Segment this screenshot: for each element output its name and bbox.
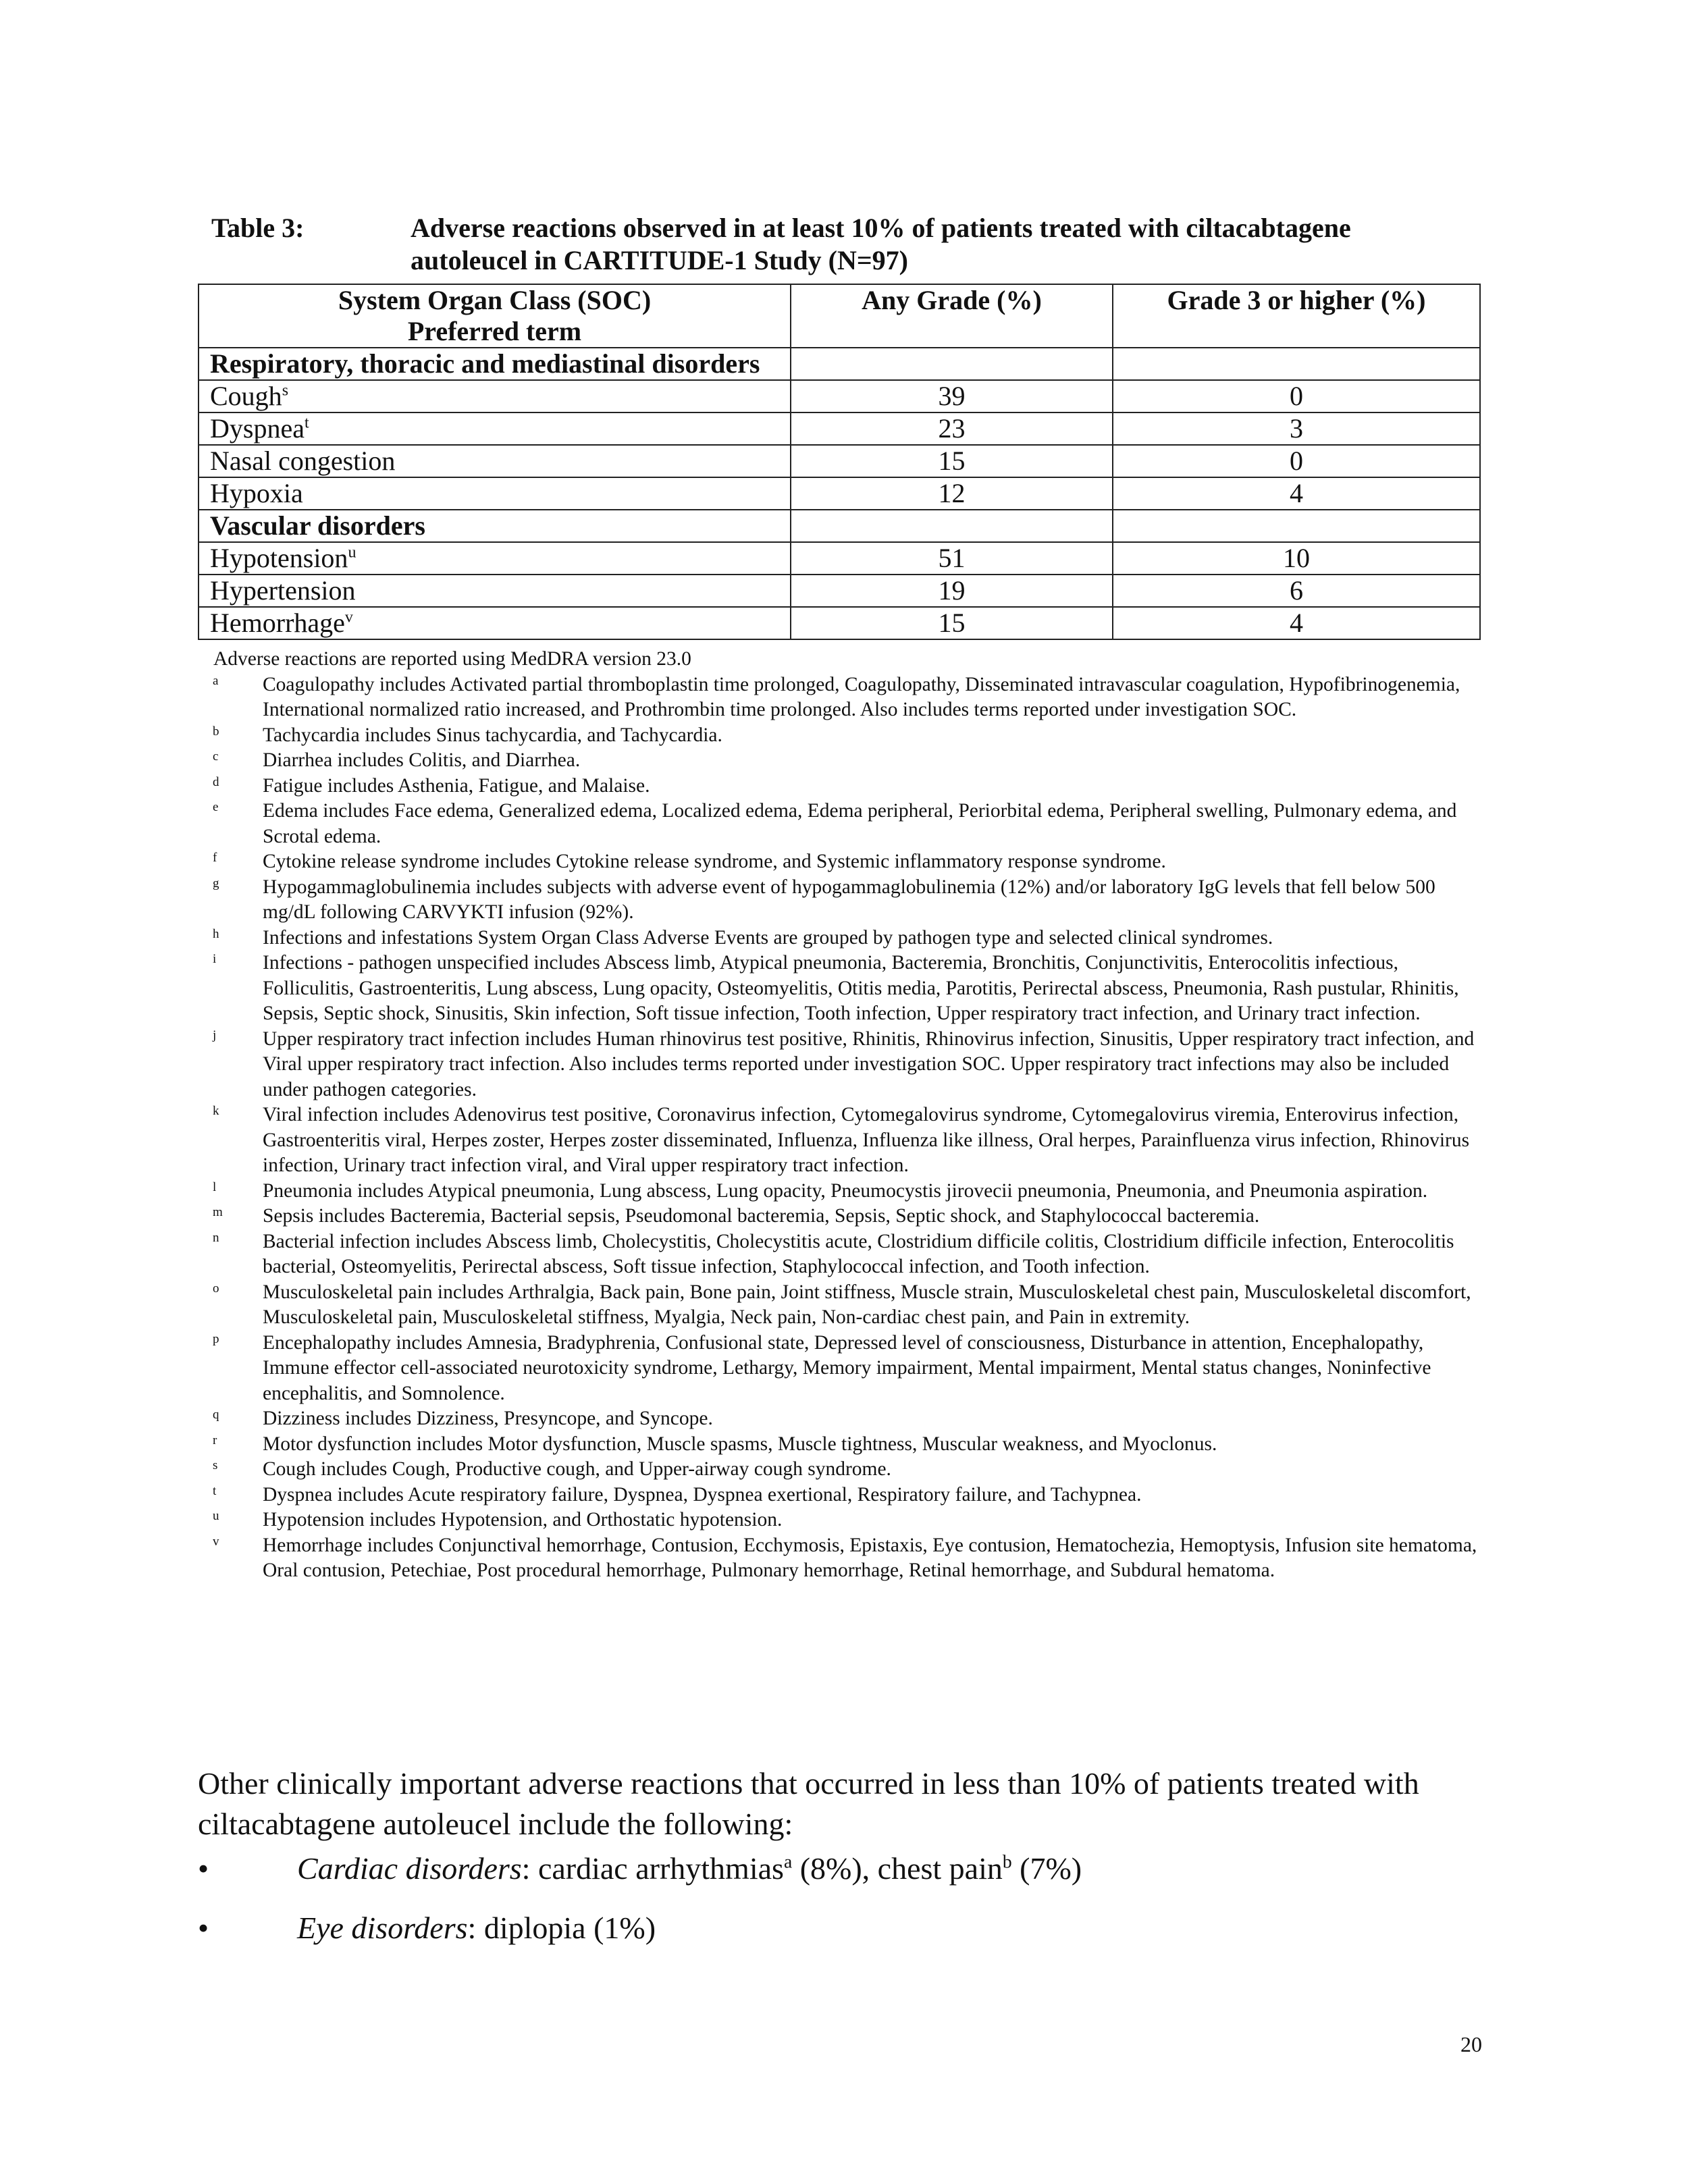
footnote-mark: b xyxy=(213,724,219,739)
footnote xyxy=(211,1331,1481,1407)
adverse-reactions-table xyxy=(198,284,1481,640)
footnote xyxy=(211,799,1481,849)
page-number: 20 xyxy=(1460,2032,1482,2056)
footnote-mark: m xyxy=(213,1205,223,1219)
footnote xyxy=(211,1432,1481,1458)
footnote-mark: o xyxy=(213,1281,219,1296)
footnote-text: Musculoskeletal pain includes Arthralgia, Back pain, Bone pain, Joint stiffness, Muscle strain, Musculoskeletal chest pain, Musculoskeletal discomfort, Musculoskeletal pain, Musculoskeletal stiffness, Myalgia, Neck pain, Non-cardiac chest pain, and Pain in extremity. xyxy=(263,1281,1471,1328)
term-footnote-mark: v xyxy=(344,608,353,627)
footnote-list xyxy=(211,672,1481,1584)
section-title: Respiratory, thoracic and mediastinal disorders xyxy=(199,348,791,380)
grade3-cell: 10 xyxy=(1113,542,1480,575)
term-cell xyxy=(199,542,791,575)
term-cell xyxy=(199,575,791,607)
table-row xyxy=(199,477,1480,510)
footnote-text: Dizziness includes Dizziness, Presyncope, and Syncope. xyxy=(263,1408,713,1429)
footnote-text: Pneumonia includes Atypical pneumonia, Lung abscess, Lung opacity, Pneumocystis jirovecii pneumonia, Pneumonia, and Pneumonia aspiration. xyxy=(263,1179,1428,1202)
table-header-row xyxy=(199,284,1480,348)
bullet-item: chest pain xyxy=(877,1851,1003,1886)
table-notes xyxy=(211,647,1481,1584)
bullet-item: diplopia (1%) xyxy=(483,1911,656,1945)
footnote xyxy=(211,1204,1481,1229)
footnote xyxy=(211,1229,1481,1280)
footnote xyxy=(211,1406,1481,1432)
footnote xyxy=(211,1533,1481,1584)
term-footnote-mark: u xyxy=(348,543,357,562)
header-soc-line1: System Organ Class (SOC) xyxy=(338,285,652,315)
table-row xyxy=(199,575,1480,607)
footnote xyxy=(211,1027,1481,1103)
footnote-mark: k xyxy=(213,1104,219,1118)
footnote xyxy=(211,723,1481,749)
bullet-item: cardiac arrhythmias xyxy=(537,1851,784,1886)
any-grade-cell: 15 xyxy=(791,607,1113,639)
footnote-text: Infections - pathogen unspecified includes Abscess limb, Atypical pneumonia, Bacteremia, Bronchitis, Conjunctivitis, Enterocolitis infectious, Folliculitis, Gastroenteritis, Lung abscess, Lung opacity, Osteomyelitis, Otitis media, Parotitis, Perirectal abscess, Pneumonia, Rash pustular, Rhinitis, Sepsis, Septic shock, Sinusitis, Skin infection, Soft tissue infection, Tooth infection, Upper respiratory tract infection, and Urinary tract infection. xyxy=(263,952,1459,1024)
bullet-text xyxy=(297,1909,656,1947)
footnote-mark: a xyxy=(213,673,219,688)
footnote xyxy=(211,774,1481,799)
any-grade-cell: 51 xyxy=(791,542,1113,575)
footnote-text: Motor dysfunction includes Motor dysfunction, Muscle spasms, Muscle tightness, Muscular weakness, and Myoclonus. xyxy=(263,1433,1217,1455)
footnote-mark: f xyxy=(213,851,217,865)
footnote-mark: l xyxy=(213,1179,217,1194)
header-soc xyxy=(199,284,791,348)
header-grade3: Grade 3 or higher (%) xyxy=(1113,284,1480,348)
footnote xyxy=(211,875,1481,926)
term-name: Hemorrhage xyxy=(210,608,345,638)
empty-cell xyxy=(791,348,1113,380)
footnote-mark: t xyxy=(213,1483,217,1498)
footnote-mark: r xyxy=(213,1433,217,1447)
any-grade-cell: 39 xyxy=(791,380,1113,412)
footnote-mark: e xyxy=(213,800,219,814)
table-row xyxy=(199,380,1480,412)
any-grade-cell: 19 xyxy=(791,575,1113,607)
footnote-text: Hemorrhage includes Conjunctival hemorrhage, Contusion, Ecchymosis, Epistaxis, Eye contusion, Hematochezia, Hemoptysis, Infusion site hematoma, Oral contusion, Petechiae, Post procedural hemorrhage, Pulmonary hemorrhage, Retinal hemorrhage, and Subdural hematoma. xyxy=(263,1534,1477,1581)
table-row xyxy=(199,412,1480,445)
footnote-text: Hypogammaglobulinemia includes subjects with adverse event of hypogammaglobulinemia (12%) and/or laboratory IgG levels that fell below 500 mg/dL following CARVYKTI infusion (92%). xyxy=(263,876,1435,923)
footnote xyxy=(211,1280,1481,1331)
grade3-cell: 3 xyxy=(1113,412,1480,445)
footnote-mark: i xyxy=(213,952,217,966)
empty-cell xyxy=(1113,348,1480,380)
footnote-mark: g xyxy=(213,876,219,890)
footnote-mark: j xyxy=(213,1028,217,1042)
footnote xyxy=(211,1102,1481,1179)
bullet-dot: • xyxy=(198,1911,209,1945)
footnote xyxy=(211,926,1481,951)
term-cell xyxy=(199,412,791,445)
footnote-text: Fatigue includes Asthenia, Fatigue, and Malaise. xyxy=(263,774,650,797)
any-grade-cell: 23 xyxy=(791,412,1113,445)
footnote xyxy=(211,748,1481,774)
footnote-text: Encephalopathy includes Amnesia, Bradyphrenia, Confusional state, Depressed level of consciousness, Disturbance in attention, Encephalopathy, Immune effector cell-associated neurotoxicity syndrome, Lethargy, Memory impairment, Mental impairment, Mental status changes, Noninfective encephalitis, and Somnolence. xyxy=(263,1331,1431,1404)
empty-cell xyxy=(791,510,1113,542)
term-name: Hypoxia xyxy=(210,478,303,508)
footnote-mark: u xyxy=(213,1509,219,1523)
term-name: Hypotension xyxy=(210,543,348,573)
term-cell xyxy=(199,477,791,510)
footnote xyxy=(211,1457,1481,1483)
grade3-cell: 0 xyxy=(1113,380,1480,412)
footnote xyxy=(211,951,1481,1027)
footnote-text: Upper respiratory tract infection includes Human rhinovirus test positive, Rhinitis, Rhinovirus infection, Sinusitis, Upper respiratory tract infection, and Viral upper respiratory tract infection. Also includes terms reported under investigation SOC. Upper respiratory tract infections may also be included under pathogen categories. xyxy=(263,1028,1475,1100)
footnote-text: Diarrhea includes Colitis, and Diarrhea. xyxy=(263,749,581,771)
bullet-footnote-mark: a xyxy=(783,1850,793,1872)
table-caption-label: Table 3: xyxy=(211,213,305,243)
term-cell xyxy=(199,380,791,412)
term-cell xyxy=(199,445,791,477)
empty-cell xyxy=(1113,510,1480,542)
footnote xyxy=(211,849,1481,875)
footnote-mark: h xyxy=(213,926,219,941)
footnote-text: Edema includes Face edema, Generalized edema, Localized edema, Edema peripheral, Periorbital edema, Peripheral swelling, Pulmonary edema, and Scrotal edema. xyxy=(263,800,1457,847)
term-name: Hypertension xyxy=(210,575,356,606)
grade3-cell: 4 xyxy=(1113,607,1480,639)
footnote-text: Viral infection includes Adenovirus test positive, Coronavirus infection, Cytomegalovirus syndrome, Cytomegalovirus viremia, Enterovirus infection, Gastroenteritis viral, Herpes zoster, Herpes zoster disseminated, Influenza, Influenza like illness, Oral herpes, Parainfluenza virus infection, Rhinovirus infection, Urinary tract infection viral, and Viral upper respiratory tract infection. xyxy=(263,1104,1470,1176)
table-row xyxy=(199,445,1480,477)
any-grade-cell: 12 xyxy=(791,477,1113,510)
footnote-mark: q xyxy=(213,1408,219,1422)
bullet-dot: • xyxy=(198,1851,209,1886)
bullet-text xyxy=(297,1850,1082,1888)
term-cell xyxy=(199,607,791,639)
footnote-mark: p xyxy=(213,1331,219,1346)
term-footnote-mark: s xyxy=(282,381,289,400)
meddra-version-note: Adverse reactions are reported using MedDRA version 23.0 xyxy=(213,648,691,670)
footnote-text: Sepsis includes Bacteremia, Bacterial sepsis, Pseudomonal bacteremia, Sepsis, Septic shock, and Staphylococcal bacteremia. xyxy=(263,1205,1260,1227)
header-soc-line2: Preferred term xyxy=(407,316,582,346)
footnote-text: Hypotension includes Hypotension, and Orthostatic hypotension. xyxy=(263,1509,783,1530)
footnote xyxy=(211,1508,1481,1533)
footnote-text: Infections and infestations System Organ Class Adverse Events are grouped by pathogen type and selected clinical syndromes. xyxy=(263,926,1273,949)
term-name: Dyspnea xyxy=(210,413,305,444)
grade3-cell: 0 xyxy=(1113,445,1480,477)
table-caption-text: Adverse reactions observed in at least 10% of patients treated with ciltacabtagene autoleucel in CARTITUDE-1 Study (N=97) xyxy=(411,213,1351,275)
header-any-grade: Any Grade (%) xyxy=(791,284,1113,348)
grade3-cell: 4 xyxy=(1113,477,1480,510)
footnote-mark: s xyxy=(213,1458,218,1472)
footnote-mark: c xyxy=(213,749,219,764)
bullet-category: Cardiac disorders xyxy=(297,1851,522,1886)
footnote-mark: d xyxy=(213,774,219,789)
bullet-footnote-mark: b xyxy=(1002,1850,1012,1872)
bullet-colon: : xyxy=(467,1911,484,1945)
footnote-text: Dyspnea includes Acute respiratory failure, Dyspnea, Dyspnea exertional, Respiratory failure, and Tachypnea. xyxy=(263,1483,1142,1506)
any-grade-cell: 15 xyxy=(791,445,1113,477)
term-name: Cough xyxy=(210,381,282,411)
body-paragraph: Other clinically important adverse reactions that occurred in less than 10% of patients treated with ciltacabtagene autoleucel include the following: xyxy=(198,1766,1419,1841)
footnote xyxy=(211,1179,1481,1204)
bullet-percent: (8%), xyxy=(792,1851,878,1886)
footnote-text: Cytokine release syndrome includes Cytokine release syndrome, and Systemic inflammatory response syndrome. xyxy=(263,851,1166,872)
table-section-row xyxy=(199,348,1480,380)
table-section-row xyxy=(199,510,1480,542)
term-footnote-mark: t xyxy=(304,414,309,432)
bullet-category: Eye disorders xyxy=(297,1911,468,1945)
footnote-mark: v xyxy=(213,1534,219,1549)
bullet-colon: : xyxy=(521,1851,538,1886)
footnote-text: Bacterial infection includes Abscess limb, Cholecystitis, Cholecystitis acute, Clostridium difficile colitis, Clostridium difficile infection, Enterocolitis bacterial, Osteomyelitis, Perirectal abscess, Soft tissue infection, Staphylococcal infection, and Tooth infection. xyxy=(263,1230,1454,1277)
table-row xyxy=(199,542,1480,575)
footnote xyxy=(211,1483,1481,1508)
table-row xyxy=(199,607,1480,639)
footnote xyxy=(211,672,1481,723)
footnote-mark: n xyxy=(213,1230,219,1245)
footnote-text: Cough includes Cough, Productive cough, and Upper-airway cough syndrome. xyxy=(263,1458,891,1480)
footnote-text: Tachycardia includes Sinus tachycardia, and Tachycardia. xyxy=(263,724,722,746)
grade3-cell: 6 xyxy=(1113,575,1480,607)
bullet-percent: (7%) xyxy=(1011,1851,1082,1886)
section-title: Vascular disorders xyxy=(199,510,791,542)
footnote-text: Coagulopathy includes Activated partial thromboplastin time prolonged, Coagulopathy, Disseminated intravascular coagulation, Hypofibrinogenemia, International normalized ratio increased, and Prothrombin time prolonged. Also includes terms reported under investigation SOC. xyxy=(263,673,1460,720)
term-name: Nasal congestion xyxy=(210,446,396,476)
